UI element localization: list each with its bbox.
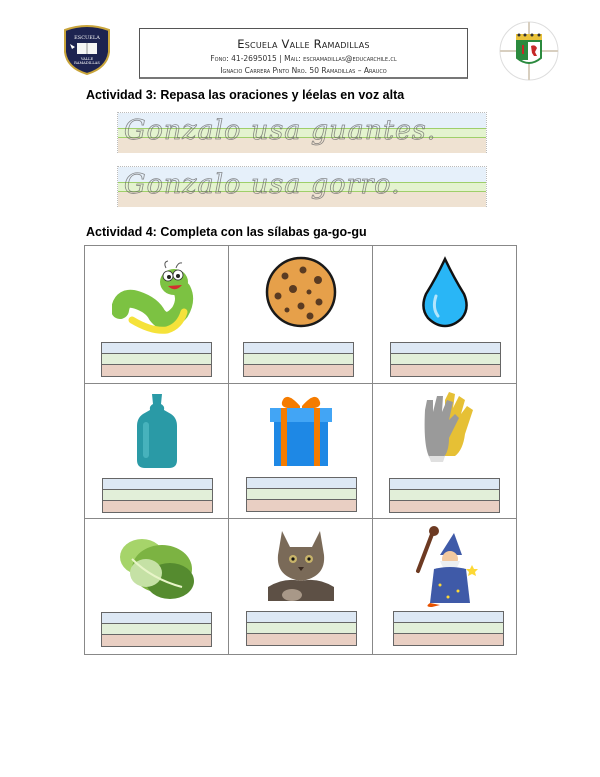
grid-cell-water-drop: [373, 246, 516, 384]
municipal-coat-of-arms-icon: [496, 20, 562, 82]
svg-text:VALLE: VALLE: [80, 57, 94, 61]
grid-cell-gloves: [373, 384, 516, 519]
gift-icon: [266, 392, 336, 468]
municipal-logo: [496, 20, 562, 82]
tracing-line-1: [117, 112, 487, 153]
grid-cell-hot-water-bottle: [85, 384, 229, 519]
school-shield-logo-icon: [61, 24, 113, 76]
tracing-sentence-2: Gonzalo usa gorro.: [124, 169, 401, 200]
answer-box[interactable]: [246, 477, 357, 512]
gloves-icon: [409, 390, 481, 466]
tracing-sentence-1: Gonzalo usa guantes.: [124, 115, 437, 146]
activity-3-title: Actividad 3: Repasa las oraciones y léelas en voz alta: [86, 88, 405, 102]
cookie-icon: [263, 254, 339, 330]
syllable-picture-grid: [84, 245, 517, 655]
answer-box[interactable]: [393, 611, 504, 646]
water-drop-icon: [420, 256, 470, 328]
grid-cell-wizard: [373, 519, 516, 654]
school-header-box: [139, 28, 468, 79]
cat-icon: [264, 525, 338, 603]
grid-cell-cookie: [229, 246, 373, 384]
address-line: Ignacio Carrera Pinto Nro. 50 Ramadillas – Arauco: [220, 66, 387, 75]
tracing-line-2: [117, 166, 487, 207]
activity-4-title: Actividad 4: Completa con las sílabas ga-go-gu: [86, 225, 367, 239]
answer-box[interactable]: [390, 342, 501, 377]
svg-text:RAMADILLAS: RAMADILLAS: [74, 61, 100, 65]
answer-box[interactable]: [246, 611, 357, 646]
school-name: Escuela Valle Ramadillas: [237, 37, 370, 51]
contact-line: Fono: 41-2695015 | Mail: escramadillas@educarchile.cl: [210, 54, 397, 63]
worm-icon: [112, 260, 202, 338]
answer-box[interactable]: [102, 478, 213, 513]
answer-box[interactable]: [243, 342, 354, 377]
answer-box[interactable]: [101, 342, 212, 377]
grid-cell-gift: [229, 384, 373, 519]
lettuce-icon: [112, 529, 202, 605]
answer-box[interactable]: [101, 612, 212, 647]
grid-cell-worm: [85, 246, 229, 384]
grid-cell-cat: [229, 519, 373, 654]
answer-box[interactable]: [389, 478, 500, 513]
grid-cell-lettuce: [85, 519, 229, 654]
school-logo: [61, 24, 113, 76]
svg-text:ESCUELA: ESCUELA: [74, 35, 100, 41]
hot-water-bottle-icon: [133, 392, 181, 470]
wizard-icon: [410, 525, 480, 609]
